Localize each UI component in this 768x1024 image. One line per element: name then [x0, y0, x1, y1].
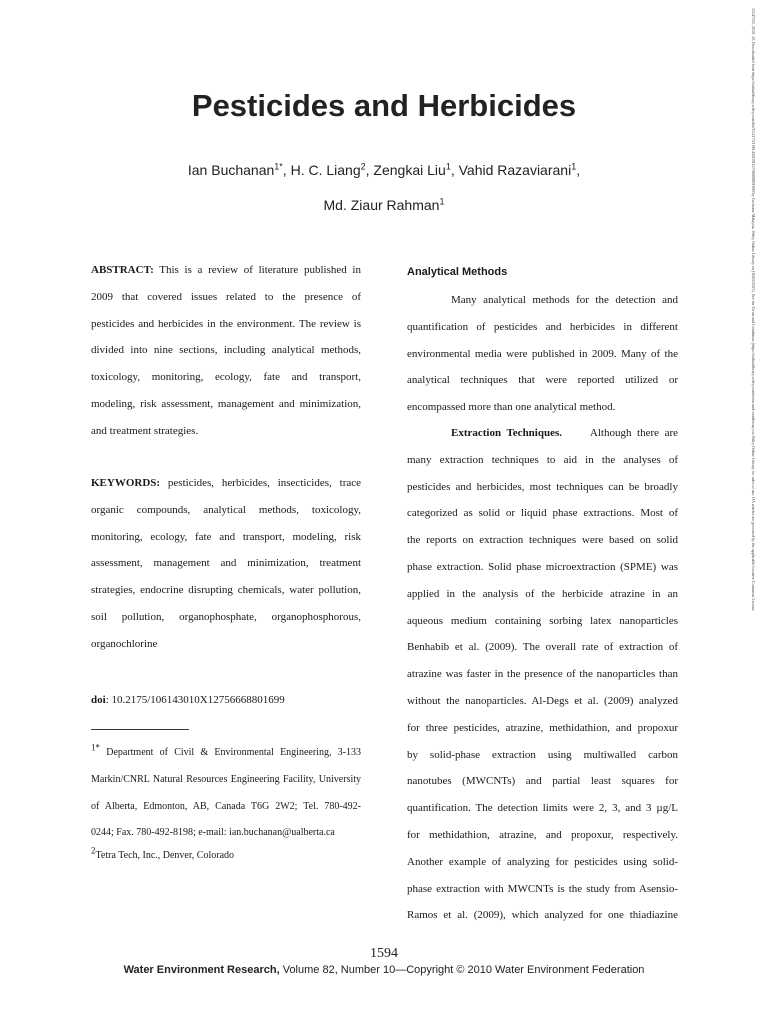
author-separator: ,: [576, 162, 581, 178]
paragraph-line: categorized as solid or liquid phase extractions. Most of: [407, 507, 678, 519]
paragraph-line: for methidathion, atrazine, and propoxur, respectively.: [407, 829, 678, 841]
footnote-line: [91, 742, 361, 760]
footnote-mark: 1*: [91, 742, 100, 753]
keywords-label: KEYWORDS:: [91, 477, 161, 489]
keywords-line: [91, 476, 361, 490]
paragraph-line: Many analytical methods for the detection and: [451, 294, 678, 306]
author-name: Md. Ziaur Rahman: [323, 197, 440, 213]
page-number: 1594: [370, 946, 398, 961]
right-column: [407, 263, 678, 933]
paragraph-line: environmental media were published in 2009. Many of the: [407, 348, 678, 360]
section-heading: Analytical Methods: [407, 266, 508, 278]
download-notice: 15547531, 2010, 10, Downloaded from https://onlinelibrary.wiley.com/doi/10.2175/106143010X12756668801699 by Cochrane Malaysia, Wiley Online Library on [16/05/2023]. See the Terms and Conditions (https://onlinelibrary.wiley.com/terms-and-conditions) on Wiley Online Library for rules of use; OA articles are governed by the applicable Creative Commons License: [751, 8, 756, 611]
paragraph-line: Another example of analyzing for pesticides using solid-: [407, 856, 678, 868]
paragraph-line: atrazine was faster in the presence of the nanoparticles than: [407, 668, 678, 680]
paragraph-line: phase extraction. Solid phase microextraction (SPME) was: [407, 561, 678, 573]
paragraph-line: the reports on extraction techniques were based on solid: [407, 534, 678, 546]
footnote-line: [91, 773, 361, 787]
footnote-divider: [91, 729, 189, 730]
author-line-2: [0, 197, 768, 213]
journal-footer: [0, 964, 768, 976]
paragraph-line: nanotubes (MWCNTs) and partial least squares for: [407, 775, 678, 787]
footnote-text[interactable]: 0244; Fax. 780-492-8198; e-mail: ian.buchanan@ualberta.ca: [91, 827, 335, 838]
abstract-line: divided into nine sections, including analytical methods,: [91, 344, 361, 356]
paragraph-line: phase extraction with MWCNTs is the study from Asensio-: [407, 883, 678, 895]
paragraph-line: Benhabib et al. (2009). The overall rate of extraction of: [407, 641, 678, 653]
doi-value[interactable]: : 10.2175/106143010X12756668801699: [105, 694, 285, 706]
author-line-1: [0, 162, 768, 178]
keywords-line: strategies, endocrine disrupting chemicals, water pollution,: [91, 584, 361, 596]
paragraph-line: without the nanoparticles. Al-Degs et al. (2009) analyzed: [407, 695, 678, 707]
author-name: Ian Buchanan: [187, 162, 275, 178]
line-text: pesticides, herbicides, insecticides, trace: [167, 477, 361, 489]
footnote-line: [91, 800, 361, 814]
abstract-line: pesticides and herbicides in the environment. The review is: [91, 318, 361, 330]
author-separator: ,: [450, 162, 459, 178]
paragraph-line: applied in the analysis of the herbicide atrazine in an: [407, 588, 678, 600]
abstract-line: [91, 263, 361, 277]
affiliation-mark: 1*: [274, 161, 283, 172]
line-text: This is a review of literature published in: [159, 264, 361, 276]
keywords-line: assessment, management and minimization, treatment: [91, 557, 361, 569]
keywords-line: organochlorine: [91, 638, 158, 650]
author-name: Zengkai Liu: [373, 162, 446, 178]
doi-line: [91, 693, 361, 707]
left-column: [91, 263, 361, 863]
paragraph-line: quantification of pesticides and herbicides in different: [407, 321, 678, 333]
keywords-line: organic compounds, analytical methods, toxicology,: [91, 504, 361, 516]
paragraph-line: analytical techniques that were reported utilized or: [407, 374, 678, 386]
paper-title: Pesticides and Herbicides: [191, 88, 577, 123]
keywords-line: soil pollution, organophosphate, organophosphorous,: [91, 611, 361, 623]
journal-name: Water Environment Research,: [123, 964, 280, 976]
footnote-text: Tetra Tech, Inc., Denver, Colorado: [95, 850, 235, 861]
affiliation-mark: 2: [360, 161, 366, 172]
author-name: Vahid Razaviarani: [458, 162, 572, 178]
author-name: H. C. Liang: [290, 162, 361, 178]
paragraph-line: for three pesticides, atrazine, methidathion, and propoxur: [407, 722, 678, 734]
affiliation-mark: 1: [439, 196, 445, 207]
paragraph-line: aqueous medium containing sorbing latex nanoparticles: [407, 615, 678, 627]
author-separator: ,: [365, 162, 374, 178]
affiliation-mark: 1: [571, 161, 577, 172]
abstract-line: modeling, risk assessment, management and minimization,: [91, 398, 361, 410]
paragraph-text: Although there are: [589, 427, 679, 439]
footnote-mark: 2: [91, 845, 96, 856]
paragraph-line: many extraction techniques to aid in the analyses of: [407, 454, 678, 466]
abstract-line: 2009 that covered issues related to the presence of: [91, 291, 361, 303]
footnote-line: [91, 845, 361, 863]
author-separator: ,: [282, 162, 291, 178]
abstract-line: toxicology, monitoring, ecology, fate and transport,: [91, 371, 361, 383]
keywords-line: monitoring, ecology, fate and transport, modeling, risk: [91, 531, 361, 543]
footnote-text: Markin/CNRL Natural Resources Engineering Facility, University: [91, 774, 361, 785]
subsection-heading: Extraction Techniques.: [451, 427, 563, 439]
footnote-text: of Alberta, Edmonton, AB, Canada T6G 2W2; Tel. 780-492-: [91, 801, 361, 812]
footnote-text: Department of Civil & Environmental Engineering, 3-133: [100, 747, 361, 758]
footnote-line: [91, 826, 361, 840]
paragraph-line: pesticides and herbicides, most techniques can be broadly: [407, 481, 678, 493]
affiliation-mark: 1: [445, 161, 451, 172]
paragraph-line: Ramos et al. (2009), which analyzed for one thiadiazine: [407, 909, 678, 921]
doi-label: doi: [91, 694, 106, 706]
abstract-line: and treatment strategies.: [91, 425, 199, 437]
journal-details: Volume 82, Number 10—Copyright © 2010 Water Environment Federation: [279, 964, 645, 976]
paragraph-line: quantification. The detection limits were 2, 3, and 3 µg/L: [407, 802, 678, 814]
paragraph-line: encompassed more than one analytical method.: [407, 401, 616, 413]
download-notice-strip: [746, 8, 760, 1016]
abstract-label: ABSTRACT:: [91, 264, 154, 276]
paragraph-line: by solid-phase extraction using multiwalled carbon: [407, 749, 678, 761]
extraction-techniques-line: [407, 426, 678, 440]
